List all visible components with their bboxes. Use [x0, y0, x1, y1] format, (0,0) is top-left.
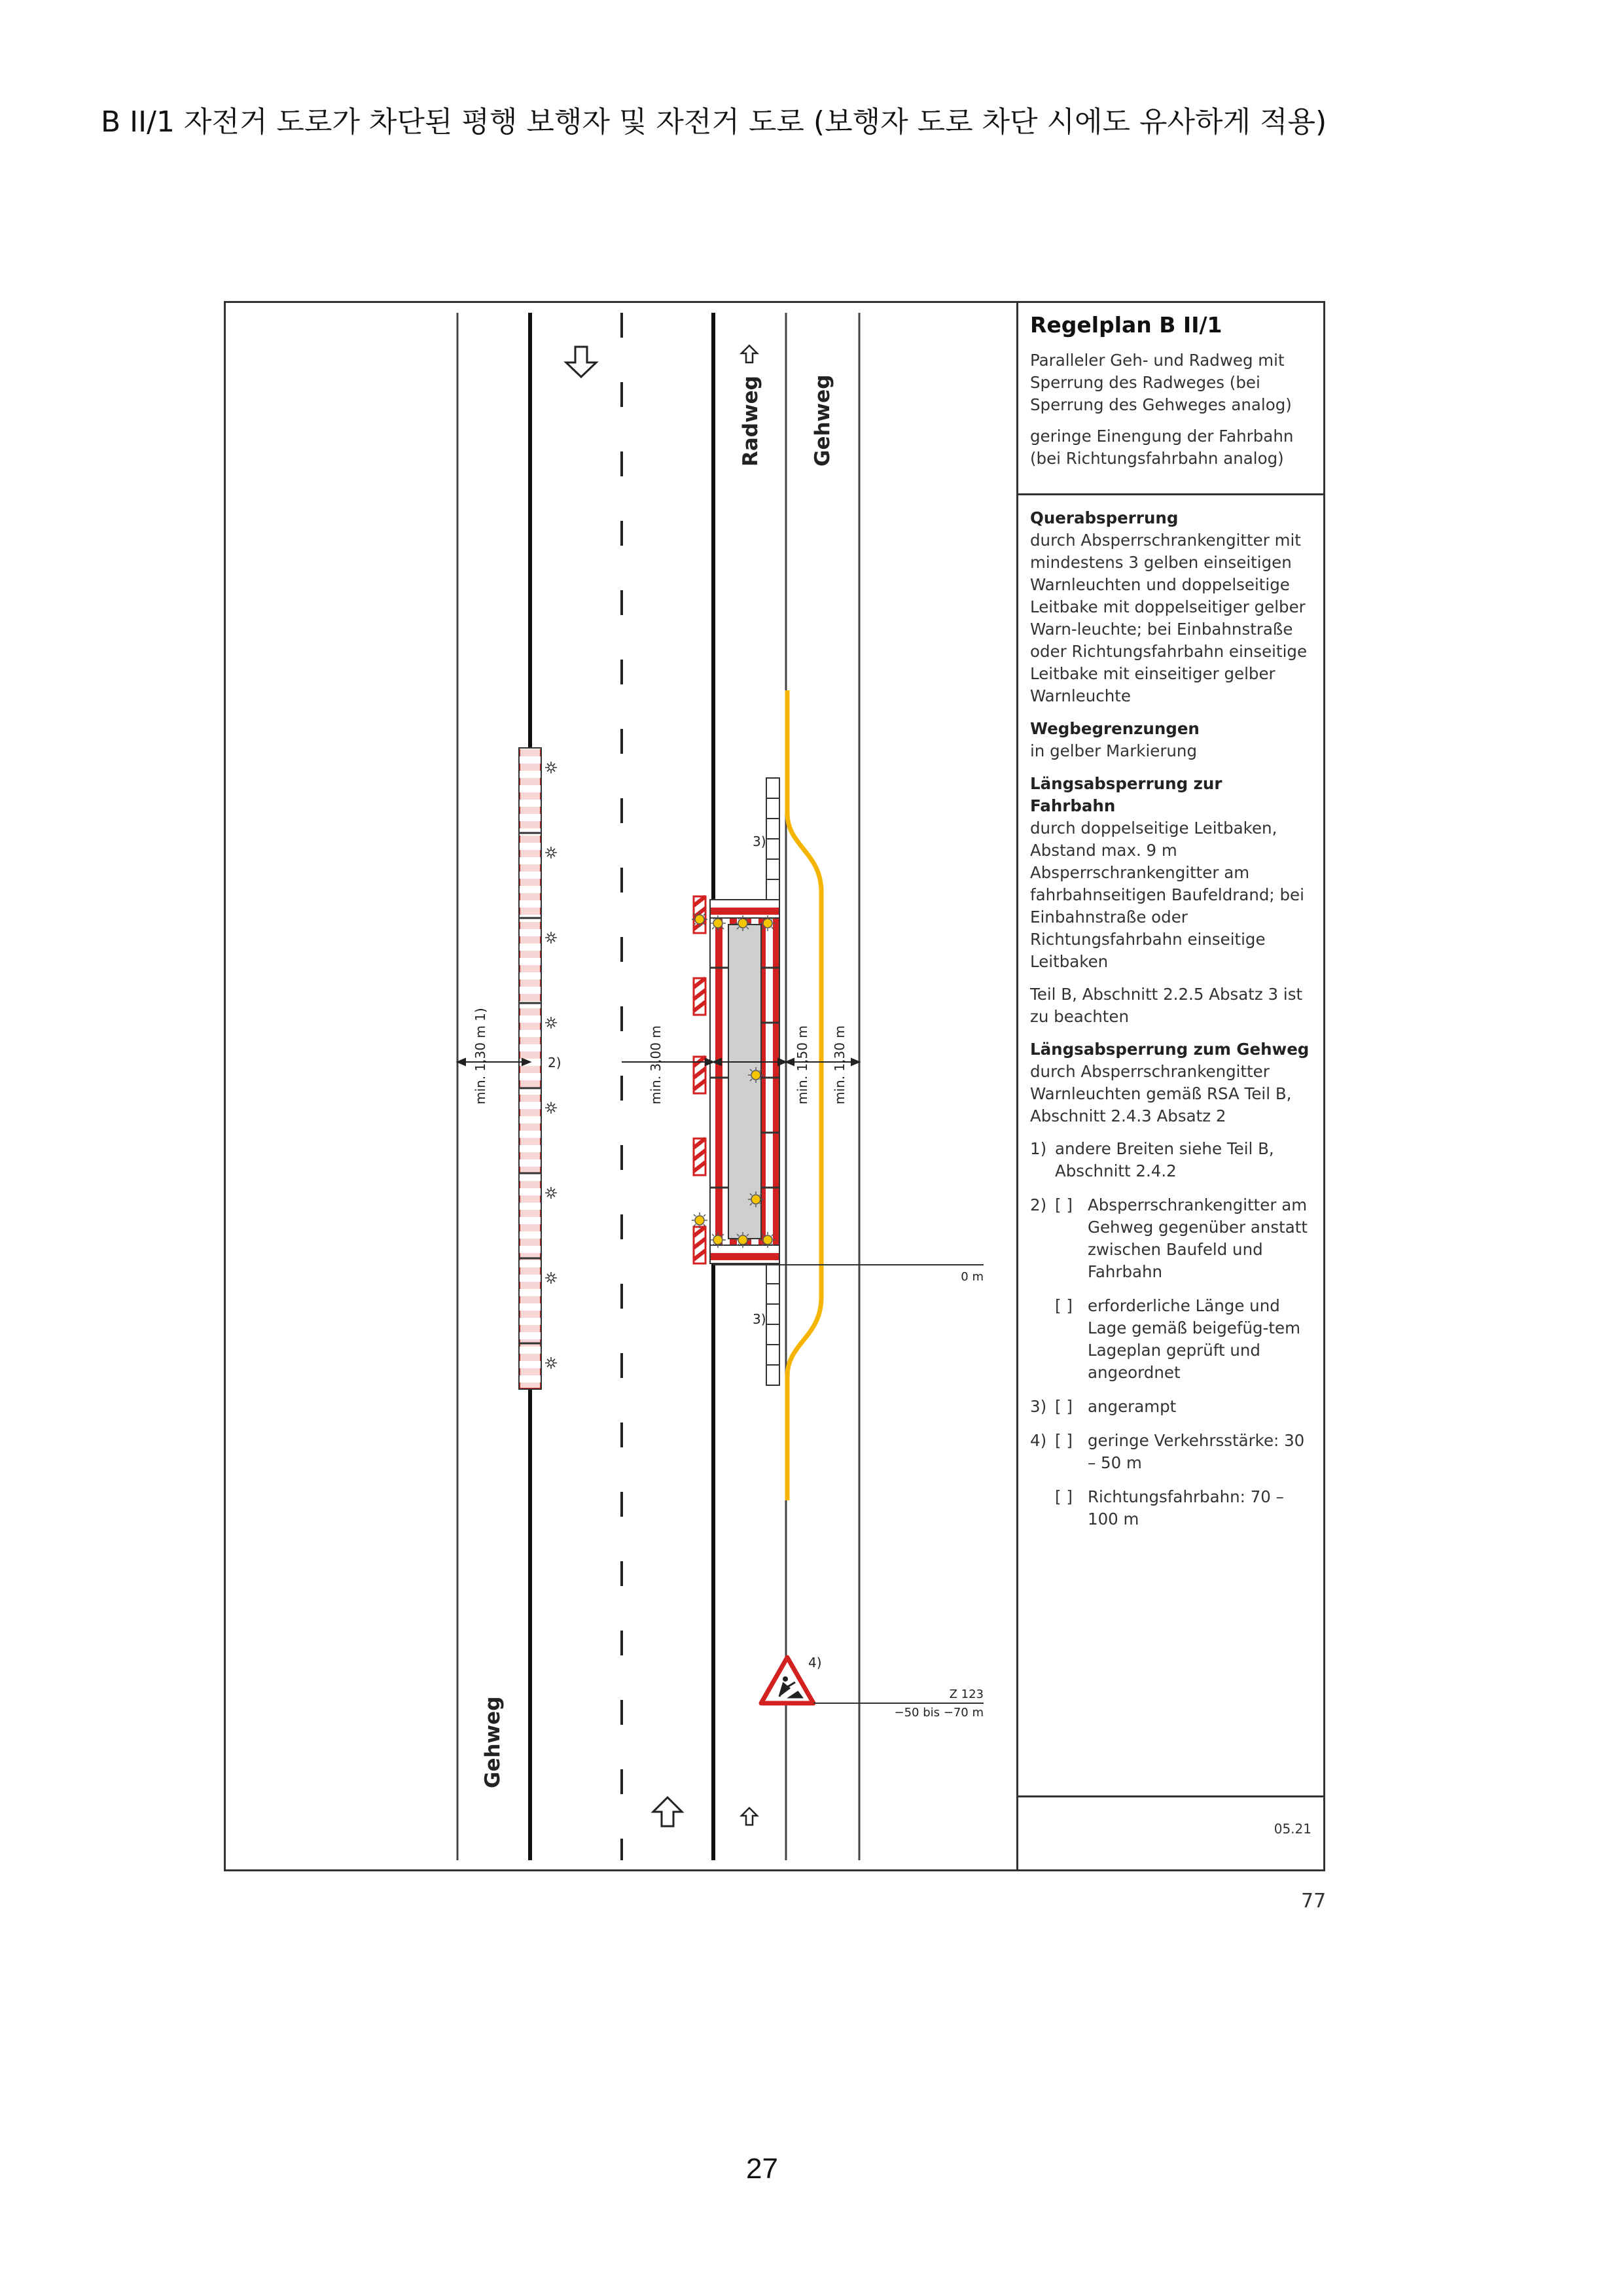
note-number: 3)	[1030, 1397, 1047, 1416]
label-gehweg-top: Gehweg	[811, 374, 834, 467]
ramp-bottom	[766, 1263, 779, 1385]
note-number: 2)	[1030, 1195, 1047, 1214]
arrow-up-icon	[653, 1797, 682, 1826]
section-wegbegrenzungen	[1030, 718, 1311, 762]
note-4-marker: 4)	[808, 1655, 822, 1670]
note-1	[1030, 1138, 1311, 1182]
section-querabsperrung	[1030, 507, 1311, 707]
note-text: geringe Verkehrsstärke: 30 – 50 m	[1088, 1431, 1305, 1472]
leitbake	[694, 1227, 705, 1263]
legend-footer	[1018, 1795, 1323, 1869]
note-text: andere Breiten siehe Teil B, Abschnitt 2.4.2	[1055, 1139, 1274, 1180]
ramp-top	[766, 778, 779, 900]
label-z123: Z 123	[949, 1687, 984, 1701]
arrow-up-icon	[741, 1808, 757, 1825]
checkbox-bracket: [ ]	[1055, 1397, 1073, 1416]
section-heading: Querabsperrung	[1030, 508, 1179, 527]
checkbox-bracket: [ ]	[1055, 1195, 1073, 1214]
note-text: erforderliche Länge und Lage gemäß beigefüg-tem Lageplan geprüft und angeordnet	[1088, 1296, 1300, 1382]
leitbake	[694, 1139, 705, 1175]
note-text: Richtungsfahrbahn: 70 – 100 m	[1088, 1487, 1284, 1528]
section-heading: Längsabsperrung zum Gehweg	[1030, 1040, 1310, 1059]
section-teil-b	[1030, 983, 1311, 1028]
legend-panel	[1018, 303, 1323, 1869]
legend-header	[1018, 303, 1323, 495]
regelplan-figure	[224, 301, 1325, 1871]
section-heading: Wegbegrenzungen	[1030, 719, 1200, 738]
note-3-bottom: 3)	[753, 1311, 766, 1327]
construction-site	[710, 900, 779, 1263]
leitbake	[694, 978, 705, 1015]
note-3	[1030, 1396, 1311, 1418]
legend-subtitle-1: Paralleler Geh- und Radweg mit Sperrung des Radweges (bei Sperrung des Gehweges analog)	[1030, 351, 1292, 414]
arrow-up-icon	[741, 345, 757, 362]
checkbox-bracket: [ ]	[1055, 1487, 1073, 1506]
note-number: 4)	[1030, 1431, 1047, 1450]
label-radweg: Radweg	[739, 376, 762, 467]
road-drawing	[226, 303, 1018, 1869]
dim-lane: min. 3,00 m	[648, 1025, 664, 1104]
note-text: Absperrschrankengitter am Gehweg gegenüber anstatt zwischen Baufeld und Fahrbahn	[1088, 1195, 1308, 1281]
note-4b	[1030, 1486, 1311, 1530]
note-2b	[1030, 1295, 1311, 1384]
road-diagram-svg	[226, 303, 1014, 1869]
section-laengsabsperrung-fahrbahn	[1030, 773, 1311, 973]
dim-radweg: min. 1,50 m	[794, 1025, 810, 1104]
note-2-marker: 2)	[548, 1055, 562, 1070]
section-text: in gelber Markierung	[1030, 741, 1198, 760]
label-z123-distance: −50 bis −70 m	[894, 1706, 984, 1720]
section-laengsabsperrung-gehweg	[1030, 1038, 1311, 1127]
legend-date: 05.21	[1274, 1821, 1311, 1837]
dim-gehweg-2: min. 1,30 m	[832, 1025, 847, 1104]
note-3-top: 3)	[753, 834, 766, 849]
section-text: Teil B, Abschnitt 2.2.5 Absatz 3 ist zu beachten	[1030, 985, 1303, 1026]
page-number: 27	[746, 2153, 778, 2185]
note-4	[1030, 1430, 1311, 1474]
legend-subtitle-2: geringe Einengung der Fahrbahn (bei Richtungsfahrbahn analog)	[1030, 427, 1294, 468]
dim-gehweg: min. 1,30 m 1)	[473, 1008, 488, 1104]
section-heading: Längsabsperrung zur Fahrbahn	[1030, 774, 1222, 815]
original-page-number: 77	[1301, 1890, 1327, 1913]
checkbox-bracket: [ ]	[1055, 1296, 1073, 1315]
legend-title: Regelplan B II/1	[1030, 312, 1222, 338]
label-0m: 0 m	[961, 1270, 984, 1284]
section-text: durch doppelseitige Leitbaken, Abstand max. 9 m Absperrschrankengitter am fahrbahnseitigen Baufeldrand; bei Einbahnstraße oder Richtungsfahrbahn einseitige Leitbaken	[1030, 819, 1304, 971]
construction-sign-icon	[761, 1657, 813, 1703]
legend-body	[1018, 495, 1323, 1530]
label-gehweg-left: Gehweg	[481, 1696, 505, 1788]
note-text: angerampt	[1088, 1397, 1177, 1416]
arrow-down-icon	[566, 347, 596, 377]
page-title: B II/1 자전거 도로가 차단된 평행 보행자 및 자전거 도로 (보행자 도로 차단 시에도 유사하게 적용)	[101, 105, 1327, 139]
section-text: durch Absperrschrankengitter Warnleuchten gemäß RSA Teil B, Abschnitt 2.4.3 Absatz 2	[1030, 1062, 1292, 1125]
section-text: durch Absperrschrankengitter mit mindestens 3 gelben einseitigen Warnleuchten und doppelseitige Leitbake mit doppelseitiger gelber Warn-leuchte; bei Einbahnstraße oder Richtungsfahrbahn einseitige Leitbake mit einseitiger gelber Warnleuchte	[1030, 531, 1308, 705]
checkbox-bracket: [ ]	[1055, 1431, 1073, 1450]
note-number: 1)	[1030, 1139, 1047, 1158]
note-2	[1030, 1194, 1311, 1283]
